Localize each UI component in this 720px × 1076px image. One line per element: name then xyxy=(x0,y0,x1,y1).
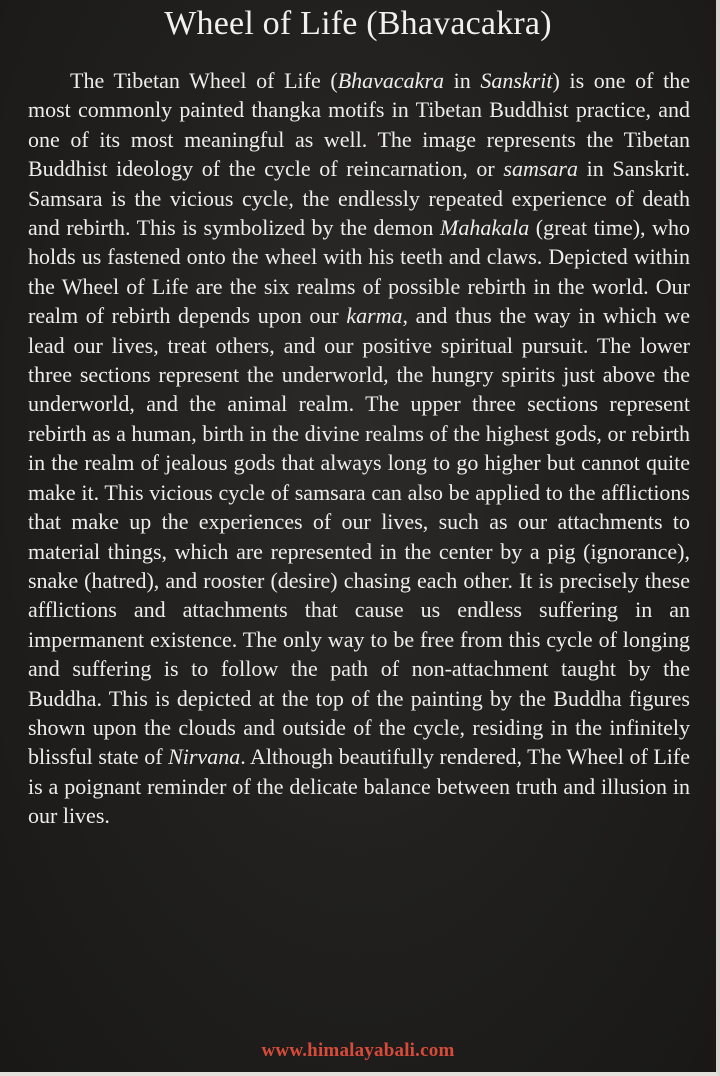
text-run-italic: Mahakala xyxy=(440,215,530,241)
text-run-italic: Bhavacakra xyxy=(337,68,444,93)
text-run: in xyxy=(444,68,481,93)
body-paragraph xyxy=(28,66,690,831)
page-title: Wheel of Life (Bhavacakra) xyxy=(164,5,552,42)
text-run-italic: karma xyxy=(346,303,403,329)
text-run: . Although beautifully rendered, The Wheel of Life is a poignant reminder of the delicate balance between truth and illusion in our lives. xyxy=(28,744,690,829)
text-run-italic: Sanskrit xyxy=(480,68,553,93)
text-run: , and thus the way in which we lead our lives, treat others, and our positive spiritual pursuit. The lower three sections represent the underworld, the hungry spirits just above the underworld, and the animal realm. The upper three sections represent rebirth as a human, birth in the divine realms of the highest gods, or rebirth in the realm of jealous gods that always long to go higher but cannot quite make it. This vicious cycle of samsara can also be applied to the afflictions that make up the experiences of our lives, such as our attachments to material things, which are represented in the center by a pig (ignorance), snake (hatred), and rooster (desire) chasing each other. It is precisely these afflictions and attachments that cause us endless suffering in an impermanent existence. The only way to be free from this cycle of longing and suffering is to follow the path of non-attachment taught by the Buddha. This is depicted at the top of the painting by the Buddha figures shown upon the clouds and outside of the cycle, residing in the infinitely blissful state of xyxy=(28,303,691,770)
text-run-italic: samsara xyxy=(503,156,578,182)
text-run: (great time), who holds us fastened onto the wheel with his teeth and claws. Depicted within the Wheel of Life are the six realms of possible rebirth in the world. Our realm of rebirth depends upon our xyxy=(28,215,691,329)
text-run: ) is one of the most commonly painted thangka motifs in Tibetan Buddhist practice, and one of its most meaningful as well. The image represents the Tibetan Buddhist ideology of the cycle of reincarnation, or xyxy=(28,68,691,182)
text-run-italic: Nirvana xyxy=(168,744,241,770)
text-run: in Sanskrit. Samsara is the vicious cycle, the endlessly repeated experience of death and rebirth. This is symbolized by the demon xyxy=(28,156,690,241)
text-run: The Tibetan Wheel of Life ( xyxy=(70,68,338,93)
website-url: www.himalayabali.com xyxy=(261,1040,455,1061)
